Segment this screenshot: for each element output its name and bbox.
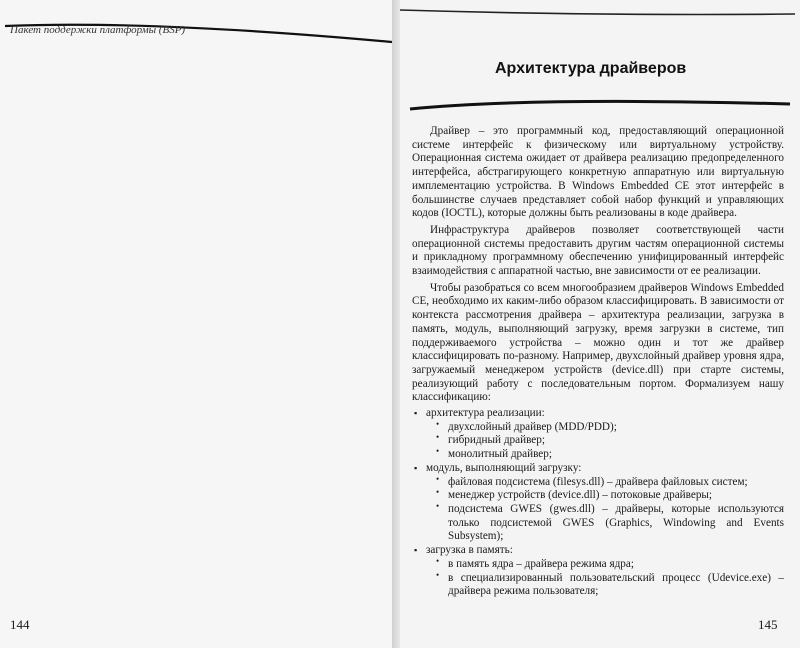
sub-list-item: • в специализированный пользовательский процесс (Udevice.exe) – драйвера режима пользователя; <box>426 572 784 599</box>
paragraph: Инфраструктура драйверов позволяет соответствующей части операционной системы предоставить другим частям операционной системы и прикладному программному обеспечению унифицированный интерфейс взаимодействия с аппаратной частью, вне зависимости от ее реализации. <box>412 223 784 278</box>
title-rule <box>408 95 792 115</box>
running-head: Пакет поддержки платформы (BSP) <box>10 24 186 36</box>
list-item <box>412 462 784 544</box>
list-item-label: модуль, выполняющий загрузку: <box>426 461 582 474</box>
top-rule <box>400 6 800 26</box>
page-number-right: 145 <box>758 617 778 632</box>
page-number-left: 144 <box>10 617 30 632</box>
sub-list-item: • двухслойный драйвер (MDD/PDD); <box>426 421 784 435</box>
body-text <box>412 125 784 599</box>
list-item-label: загрузка в память: <box>426 544 513 557</box>
sub-list-item: • в память ядра – драйвера режима ядра; <box>426 558 784 572</box>
sub-list-item: • монолитный драйвер; <box>426 448 784 462</box>
classification-list <box>412 407 784 599</box>
sub-list-item: • подсистема GWES (gwes.dll) – драйверы, которые используются только подсистемой GWES (Graphics, Windowing and Events Subsystem); <box>426 503 784 544</box>
sub-list <box>426 558 784 599</box>
paragraph: Драйвер – это программный код, предоставляющий операционной системе интерфейс к физическому или виртуальному устройству. Операционная система ожидает от драйвера реализацию предопределенного интерфейса, абстрагирующего конкретную аппаратную или виртуальную имплементацию устройства. В Windows Embedded CE этот интерфейс в большинстве случаев представляет собой набор функций и управляющих кодов (IOCTL), которые должны быть реализованы в коде драйвера. <box>412 125 784 220</box>
list-item-label: архитектура реализации: <box>426 407 545 420</box>
paragraph: Чтобы разобраться со всем многообразием драйверов Windows Embedded CE, необходимо их каким-либо образом классифицировать. В зависимости от контекста рассмотрения драйвера – архитектура реализации, загрузка в память, модуль, выполняющий загрузку, время загрузки в системе, тип поддерживаемого устройства – можно один и тот же драйвер классифицировать по-разному. Например, двухслойный драйвер уровня ядра, загружаемый менеджером устройств (device.dll) при старте системы, реализующий работу с последовательным портом. Формализуем нашу классификацию: <box>412 281 784 404</box>
sub-list-item: • менеджер устройств (device.dll) – потоковые драйверы; <box>426 489 784 503</box>
list-item <box>412 407 784 462</box>
sub-list <box>426 476 784 545</box>
left-page <box>0 0 392 648</box>
sub-list <box>426 421 784 462</box>
chapter-title: Архитектура драйверов <box>495 60 687 77</box>
list-item <box>412 544 784 599</box>
sub-list-item: • файловая подсистема (filesys.dll) – драйвера файловых систем; <box>426 476 784 490</box>
sub-list-item: • гибридный драйвер; <box>426 434 784 448</box>
